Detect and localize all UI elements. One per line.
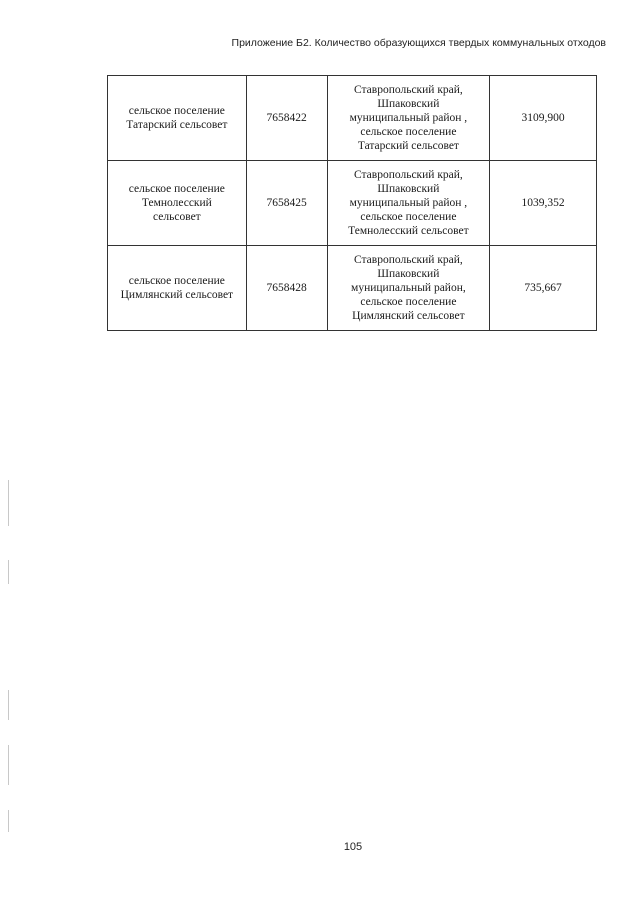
waste-value-cell: 3109,900 <box>490 76 597 161</box>
waste-value-cell: 1039,352 <box>490 161 597 246</box>
scan-artifact <box>8 690 9 720</box>
scan-artifact <box>8 745 9 785</box>
oktmo-code-cell: 7658428 <box>246 246 327 331</box>
scan-artifact <box>8 810 9 832</box>
location-cell: Ставропольский край, Шпаковский муниципальный район , сельское поселение Татарский сельсовет <box>327 76 490 161</box>
oktmo-code-cell: 7658422 <box>246 76 327 161</box>
table-row <box>108 76 597 161</box>
scan-artifact <box>8 560 9 584</box>
table-row <box>108 161 597 246</box>
table-row <box>108 246 597 331</box>
waste-table <box>107 75 597 331</box>
oktmo-code-cell: 7658425 <box>246 161 327 246</box>
settlement-name-cell: сельское поселение Татарский сельсовет <box>108 76 247 161</box>
settlement-name-cell: сельское поселение Темнолесский сельсовет <box>108 161 247 246</box>
location-cell: Ставропольский край, Шпаковский муниципальный район, сельское поселение Цимлянский сельсовет <box>327 246 490 331</box>
scan-artifact <box>8 480 9 526</box>
waste-value-cell: 735,667 <box>490 246 597 331</box>
page-header-title: Приложение Б2. Количество образующихся твердых коммунальных отходов <box>231 37 606 49</box>
location-cell: Ставропольский край, Шпаковский муниципальный район , сельское поселение Темнолесский сельсовет <box>327 161 490 246</box>
page-number: 105 <box>343 841 363 853</box>
settlement-name-cell: сельское поселение Цимлянский сельсовет <box>108 246 247 331</box>
